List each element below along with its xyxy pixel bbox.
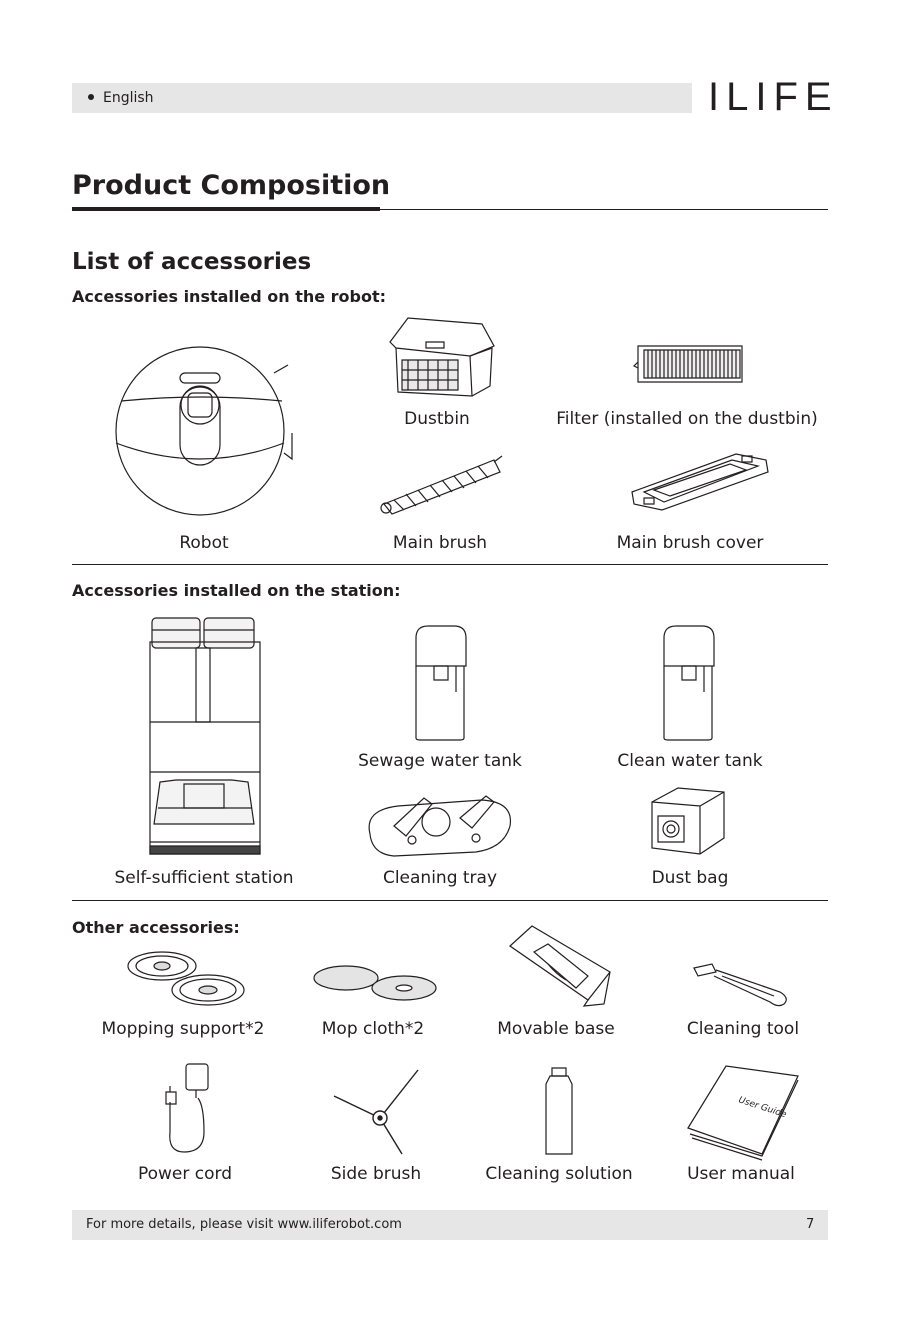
caption-robot: Robot [179,533,229,553]
brand-logo: ILIFE [708,75,839,119]
group-title-other: Other accessories: [72,918,240,937]
group-title-robot: Accessories installed on the robot: [72,287,387,306]
main-brush-cover-illustration [630,452,770,514]
power-cord-illustration [160,1062,220,1156]
footer-text: For more details, please visit www.iliferobot.com [86,1217,402,1232]
divider-robot [72,564,828,565]
caption-main-brush-cover: Main brush cover [616,533,764,553]
caption-main-brush: Main brush [392,533,488,553]
cleaning-tool-illustration [692,962,792,1008]
clean-tank-illustration [660,622,716,742]
title-underline [72,207,380,211]
page-number: 7 [806,1217,815,1232]
dustbin-illustration [386,316,496,400]
language-bar [72,83,692,113]
user-manual-illustration [686,1064,802,1156]
caption-dust-bag: Dust bag [651,868,729,888]
dust-bag-illustration [650,786,728,858]
caption-side-brush: Side brush [330,1164,422,1184]
caption-sewage-tank: Sewage water tank [358,751,522,771]
group-title-station: Accessories installed on the station: [72,581,401,600]
title-divider [380,209,828,210]
caption-station: Self-sufficient station [114,868,294,888]
main-brush-illustration [378,452,504,518]
robot-illustration [106,343,304,517]
caption-dustbin: Dustbin [404,409,470,429]
caption-clean-tank: Clean water tank [617,751,763,771]
caption-mop-cloth: Mop cloth*2 [321,1019,425,1039]
filter-illustration [634,344,744,384]
page-title: Product Composition [72,170,391,201]
caption-cleaning-tray: Cleaning tray [382,868,498,888]
side-brush-illustration [330,1066,422,1160]
cleaning-solution-illustration [542,1066,576,1158]
caption-cleaning-solution: Cleaning solution [485,1164,633,1184]
cleaning-tray-illustration [364,786,516,858]
caption-cleaning-tool: Cleaning tool [686,1019,800,1039]
mopping-support-illustration [124,948,250,1008]
section-title: List of accessories [72,249,312,275]
caption-movable-base: Movable base [497,1019,615,1039]
mop-cloth-illustration [310,962,440,1004]
sewage-tank-illustration [412,622,468,742]
language-label: English [103,90,154,106]
caption-filter: Filter (installed on the dustbin) [556,409,818,429]
divider-station [72,900,828,901]
bullet-icon [88,94,94,100]
caption-user-manual: User manual [687,1164,795,1184]
caption-mopping-support: Mopping support*2 [101,1019,265,1039]
station-illustration [146,612,262,858]
caption-power-cord: Power cord [137,1164,233,1184]
manual-cover-text: User Guide [737,1095,788,1121]
movable-base-illustration [506,924,612,1008]
